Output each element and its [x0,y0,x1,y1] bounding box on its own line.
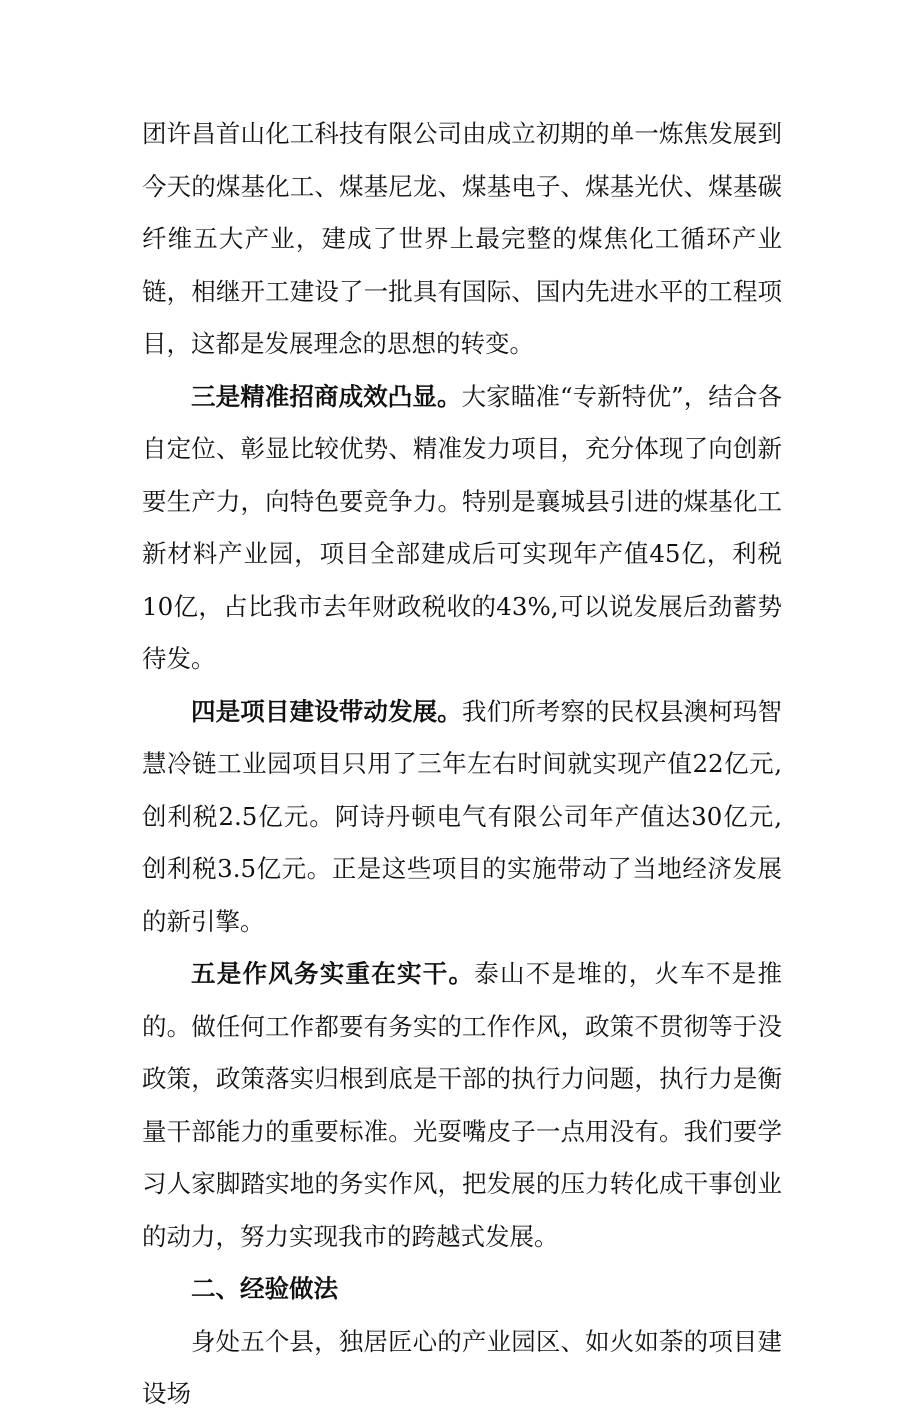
paragraph-body: 我们所考察的民权县澳柯玛智慧冷链工业园项目只用了三年左右时间就实现产值22亿元,创利税2.5亿元。阿诗丹顿电气有限公司年产值达30亿元,创利税3.5亿元。正是这些项目的实施带动了当地经济发展的新引擎。 [142,696,783,936]
paragraph-lead: 五是作风务实重在实干。 [191,959,475,988]
paragraph-body: 泰山不是堆的，火车不是推的。做任何工作都要有务实的工作作风，政策不贯彻等于没政策，政策落实归根到底是干部的执行力问题，执行力是衡量干部能力的重要标准。光耍嘴皮子一点用没有。我们要学习人家脚踏实地的务实作风，把发展的压力转化成干事创业的动力，努力实现我市的跨越式发展。 [142,959,782,1251]
paragraph-point-four [142,686,782,949]
paragraph-point-three [142,371,782,686]
paragraph-continuation [142,108,782,371]
paragraph-lead: 四是项目建设带动发展。 [191,696,462,726]
paragraph-experience [142,1316,782,1421]
paragraph-body: 大家瞄准“专新特优”，结合各自定位、彰显比较优势、精准发力项目，充分体现了向创新要生产力，向特色要竞争力。特别是襄城县引进的煤基化工新材料产业园，项目全部建成后可实现年产值45亿，利税10亿，占比我市去年财政税收的43%,可以说发展后劲蓄势待发。 [142,381,782,673]
paragraph-lead: 三是精准招商成效凸显。 [191,381,462,411]
paragraph-body: 团许昌首山化工科技有限公司由成立初期的单一炼焦发展到今天的煤基化工、煤基尼龙、煤基电子、煤基光伏、煤基碳纤维五大产业，建成了世界上最完整的煤焦化工循环产业链，相继开工建设了一批具有国际、国内先进水平的工程项目，这都是发展理念的思想的转变。 [142,119,782,358]
paragraph-point-five [142,948,782,1263]
paragraph-body: 身处五个县，独居匠心的产业园区、如火如荼的项目建设场 [142,1326,782,1408]
section-heading: 二、经验做法 [191,1274,338,1303]
document-body [142,108,782,1421]
